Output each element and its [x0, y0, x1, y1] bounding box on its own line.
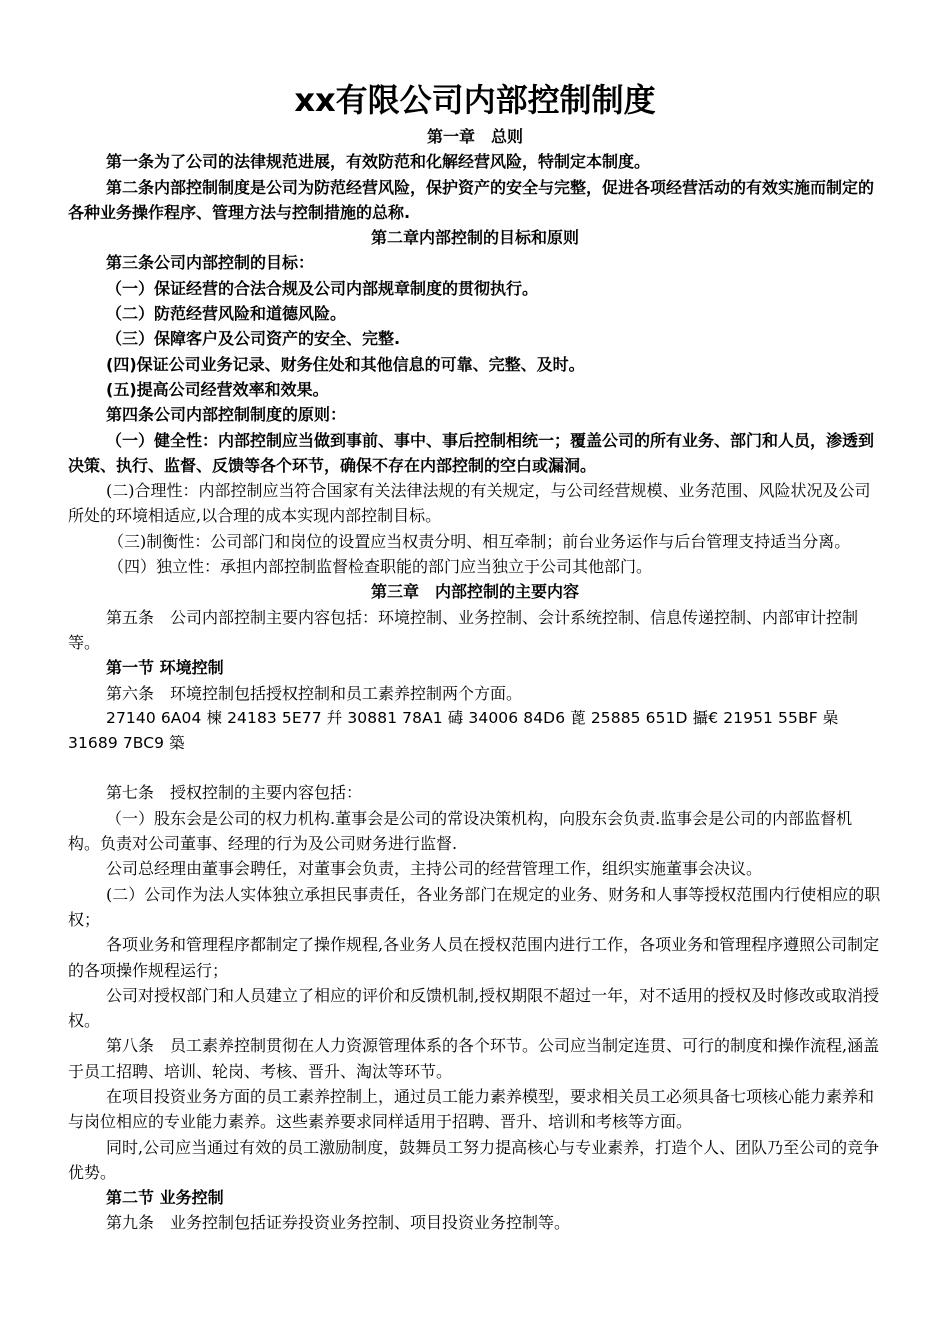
article-8-para-3: 同时,公司应当通过有效的员工激励制度，鼓舞员工努力提高核心与专业素养，打造个人、团队乃至公司的竞争优势。 — [68, 1137, 880, 1182]
article-8-para-2: 在项目投资业务方面的员工素养控制上，通过员工能力素养模型，要求相关员工必须具备七项核心能力素养和与岗位相应的专业能力素养。这些素养要求同样适用于招聘、晋升、培训和考核等方面。 — [68, 1086, 875, 1132]
article-7-item-1: （一）股东会是公司的权力机构.董事会是公司的常设决策机构，向股东会负责.监事会是公司的内部监督机构。负责对公司董事、经理的行为及公司财务进行监督. — [68, 808, 853, 854]
document-title: xx有限公司内部控制制度 — [294, 81, 656, 119]
article-7-item-2: (二）公司作为法人实体独立承担民事责任，各业务部门在规定的业务、财务和人事等授权范围内行使相应的职权； — [68, 884, 881, 929]
article-4-item-4: （四）独立性：承担内部控制监督检查职能的部门应当独立于公司其他部门。 — [108, 557, 653, 577]
section-1-heading: 第一节 环境控制 — [106, 658, 224, 678]
article-4-item-2: (二)合理性：内部控制应当符合国家有关法律法规的有关规定，与公司经营规模、业务范围、风险状况及公司所处的环境相适应,以合理的成本实现内部控制目标。 — [68, 481, 871, 526]
article-7-para-4: 各项业务和管理程序都制定了操作规程,各业务人员在授权范围内进行工作，各项业务和管理程序遵照公司制定的各项操作规程运行； — [68, 935, 880, 980]
article-3: 第三条公司内部控制的目标： — [106, 253, 315, 273]
article-4: 第四条公司内部控制制度的原则： — [106, 405, 347, 425]
article-6: 第六条 环境控制包括授权控制和员工素养控制两个方面。 — [106, 683, 523, 703]
article-4-item-1: （一）健全性：内部控制应当做到事前、事中、事后控制相统一；覆盖公司的所有业务、部门和人员，渗透到决策、执行、监督、反馈等各个环节，确保不存在内部控制的空白或漏洞。 — [68, 430, 875, 475]
article-3-item-4: (四)保证公司业务记录、财务住处和其他信息的可靠、完整、及时。 — [106, 354, 585, 374]
chapter-1-heading: 第一章 总则 — [426, 127, 523, 146]
article-3-item-3: （三）保障客户及公司资产的安全、完整. — [106, 329, 401, 349]
chapter-2-heading: 第二章内部控制的目标和原则 — [370, 228, 579, 248]
garbled-text-line: 27140 6A04 楝 24183 5E77 幷 30881 78A1 碡 34006 84D6 蓖 25885 651D 攝€ 21951 55BF 喿 31689 7BC9 築 — [68, 708, 839, 753]
article-1: 第一条为了公司的法律规范进展，有效防范和化解经营风险，特制定本制度。 — [106, 152, 651, 172]
article-7-para-2: 公司总经理由董事会聘任，对董事会负责，主持公司的经营管理工作，组织实施董事会决议。 — [106, 859, 763, 879]
article-3-item-5: (五)提高公司经营效率和效果。 — [106, 379, 329, 399]
article-3-item-1: （一）保证经营的合法合规及公司内部规章制度的贯彻执行。 — [106, 278, 539, 298]
section-2-heading: 第二节 业务控制 — [106, 1188, 224, 1208]
article-5: 第五条 公司内部控制主要内容包括：环境控制、业务控制、会计系统控制、信息传递控制、内部审计控制等。 — [68, 607, 859, 652]
article-2: 第二条内部控制制度是公司为防范经营风险，保护资产的安全与完整，促进各项经营活动的有效实施而制定的各种业务操作程序、管理方法与控制措施的总称. — [68, 177, 875, 222]
chapter-3-heading: 第三章 内部控制的主要内容 — [370, 582, 579, 602]
article-9: 第九条 业务控制包括证券投资业务控制、项目投资业务控制等。 — [106, 1213, 571, 1233]
article-7: 第七条 授权控制的主要内容包括： — [106, 783, 363, 803]
blank-line — [68, 756, 882, 780]
article-3-item-2: （二）防范经营风险和道德风险。 — [106, 304, 347, 324]
article-4-item-3: （三)制衡性：公司部门和岗位的设置应当权责分明、相互牵制；前台业务运作与后台管理支持适当分离。 — [108, 531, 851, 551]
article-7-para-5: 公司对授权部门和人员建立了相应的评价和反馈机制,授权期限不超过一年，对不适用的授权及时修改或取消授权。 — [68, 985, 880, 1031]
article-8: 第八条 员工素养控制贯彻在人力资源管理体系的各个环节。公司应当制定连贯、可行的制度和操作流程,涵盖于员工招聘、培训、轮岗、考核、晋升、淘汰等环节。 — [68, 1036, 880, 1081]
